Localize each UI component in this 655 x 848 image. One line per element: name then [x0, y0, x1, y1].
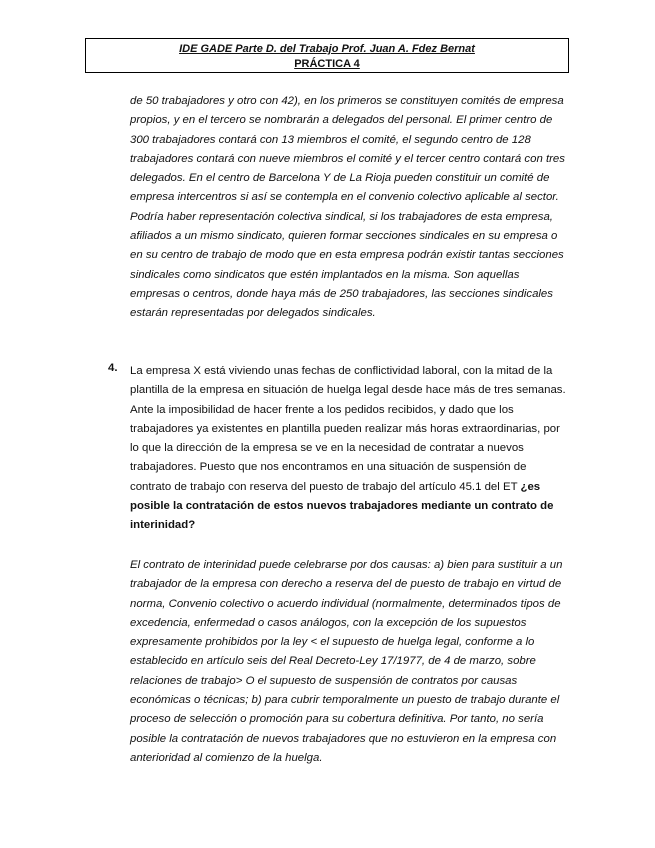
- continuation-text: de 50 trabajadores y otro con 42), en los primeros se constituyen comités de empresa propios, y en el tercero se nombrarán a delegados del personal. El primer centro de 300 trabajadores contará con 13 miembros el comité, el segundo centro de 128 trabajadores contará con nueve miembros el comité y el tercer centro contará con tres delegados. En el centro de Barcelona Y de La Rioja pueden constituir un comité de empresa intercentros si así se contempla en el convenio colectivo aplicable al sector. Podría haber representación colectiva sindical, si los trabajadores de esta empresa, afiliados a un mismo sindicato, quieren formar secciones sindicales en su empresa o en su centro de trabajo de modo que en esta empresa podrán existir tantas secciones sindicales como sindicatos que estén implantados en la misma. Son aquellas empresas o centros, donde haya más de 250 trabajadores, las secciones sindicales estarán representadas por delegados sindicales.: [130, 95, 565, 320]
- answer-text: El contrato de interinidad puede celebrarse por dos causas: a) bien para sustituir a un trabajador de la empresa con derecho a reserva del de puesto de trabajo en virtud de norma, Convenio colectivo o acuerdo individual (normalmente, determinados tipos de excedencia, enfermedad o casos análogos, con la excepción de los supuestos expresamente prohibidos por la ley < el supuesto de huelga legal, conforme a lo establecido en artículo seis del Real Decreto-Ley 17/1977, de 4 de marzo, sobre relaciones de trabajo> O el supuesto de suspensión de contratos por causas económicas o técnicas; b) para cubrir temporalmente un puesto de trabajo durante el proceso de selección o promoción para su cobertura definitiva. Por tanto, no sería posible la contratación de nuevos trabajadores que no estuvieron en la empresa con anterioridad al comienzo de la huelga.: [130, 559, 563, 764]
- header-subtitle: PRÁCTICA 4: [294, 58, 360, 70]
- question-number: 4.: [108, 362, 118, 374]
- question-text: La empresa X está viviendo unas fechas de conflictividad laboral, con la mitad de la plantilla de la empresa en situación de huelga legal desde hace más de tres semanas. Ante la imposibilidad de hacer frente a los pedidos recibidos, y dado que los trabajadores ya existentes en plantilla pueden realizar más horas extraordinarias, por lo que la dirección de la empresa se ve en la necesidad de contratar a nuevos trabajadores. Puesto que nos encontramos en una situación de suspensión de contrato de trabajo con reserva del puesto de trabajo del artículo 45.1 del ET: [130, 365, 566, 493]
- answer-paragraph: [130, 556, 570, 768]
- question-paragraph: [130, 362, 570, 536]
- page-header: [85, 38, 569, 73]
- header-title: IDE GADE Parte D. del Trabajo Prof. Juan A. Fdez Bernat: [179, 43, 475, 55]
- question-bold-text: ¿es posible la contratación de estos nuevos trabajadores mediante un contrato de interinidad?: [130, 480, 554, 532]
- continuation-paragraph: [130, 92, 570, 324]
